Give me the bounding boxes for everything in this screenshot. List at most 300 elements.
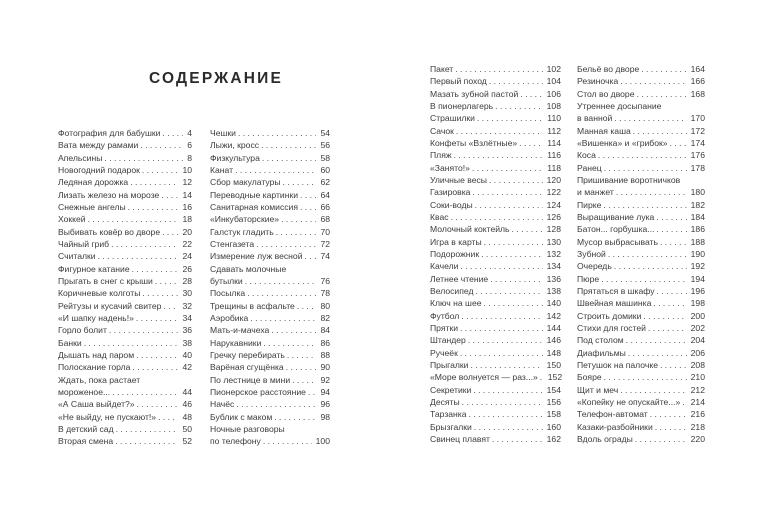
dot-leader	[660, 236, 687, 248]
toc-entry-page-number: 10	[182, 164, 192, 175]
toc-entry-title: Под столом	[577, 335, 624, 346]
toc-entry-page-number: 176	[690, 150, 705, 161]
toc-entry	[577, 137, 705, 149]
dot-leader	[116, 423, 179, 435]
toc-column-3	[430, 63, 561, 445]
toc-entry-page-number: 220	[690, 433, 705, 444]
toc-entry	[210, 176, 330, 188]
toc-entry-title: и манжет	[577, 187, 614, 198]
dot-leader	[142, 164, 179, 176]
toc-entry-title: Строить домики	[577, 310, 642, 321]
toc-entry	[58, 226, 192, 238]
toc-entry	[430, 186, 561, 198]
toc-entry-page-number: 164	[690, 64, 705, 74]
toc-entry	[577, 421, 705, 433]
toc-entry-title: Уличные весы	[430, 174, 487, 185]
toc-entry-title: Свинец плавят	[430, 433, 490, 444]
toc-entry-title: Начёс	[210, 399, 235, 410]
toc-entry-page-number: 100	[315, 436, 330, 447]
toc-entry-page-number: 190	[690, 248, 705, 259]
toc-entry	[210, 250, 330, 262]
toc-entry-page-number: 76	[320, 275, 330, 286]
dot-leader	[641, 63, 686, 75]
toc-entry-title: Санитарная комиссия	[210, 201, 298, 212]
toc-entry-page-number: 160	[546, 421, 561, 432]
toc-entry-title: Измерение луж весной	[210, 251, 303, 262]
toc-entry-title: Вата между рамами	[58, 140, 139, 151]
toc-entry	[58, 127, 192, 139]
toc-entry-page-number: 146	[546, 335, 561, 346]
toc-entry-page-number: 204	[690, 335, 705, 346]
toc-entry	[577, 310, 705, 322]
toc-entry-title: Первый поход	[430, 76, 487, 87]
toc-entry-title: Молочный коктейль	[430, 224, 510, 235]
dot-leader	[620, 75, 686, 87]
toc-entry-title: Тарзанка	[430, 409, 467, 420]
toc-entry	[210, 238, 330, 250]
toc-entry-title: по телефону	[210, 436, 261, 447]
toc-entry-title: Снежные ангелы	[58, 201, 126, 212]
toc-entry-page-number: 98	[320, 411, 330, 422]
toc-entry	[210, 139, 330, 151]
toc-entry-page-number: 88	[320, 349, 330, 360]
toc-column-4	[577, 63, 705, 445]
toc-entry	[577, 88, 705, 100]
toc-entry-title: Стол во дворе	[577, 88, 635, 99]
toc-entry-title: Страшилки	[430, 113, 475, 124]
toc-entry-page-number: 16	[182, 201, 192, 212]
toc-entry-page-number: 106	[546, 88, 561, 99]
toc-entry-page-number: 128	[546, 224, 561, 235]
dot-leader	[475, 199, 543, 211]
toc-entry-title: Лизать железо на морозе	[58, 189, 160, 200]
toc-entry-title: Мусор выбрасывать	[577, 236, 658, 247]
toc-entry-title: Бояре	[577, 372, 602, 383]
dot-leader	[454, 149, 544, 161]
toc-entry	[430, 248, 561, 260]
toc-entry-page-number: 158	[546, 409, 561, 420]
toc-entry-page-number: 206	[690, 347, 705, 358]
toc-column-2	[210, 127, 330, 448]
dot-leader	[490, 273, 542, 285]
toc-entry-title: «Не выйду, не пускают!»	[58, 411, 157, 422]
dot-leader	[84, 337, 179, 349]
toc-entry	[577, 384, 705, 396]
toc-entry-title: Зубной	[577, 248, 606, 259]
toc-entry	[577, 186, 705, 198]
toc-entry-title: «Инкубаторские»	[210, 214, 280, 225]
toc-entry-title: мороженое...	[58, 386, 111, 397]
toc-entry-page-number: 162	[546, 433, 561, 444]
toc-entry-title: Посылка	[210, 288, 246, 299]
toc-entry	[58, 201, 192, 213]
toc-entry-page-number: 92	[320, 374, 330, 385]
toc-entry-title: Секретики	[430, 384, 472, 395]
toc-entry	[577, 371, 705, 383]
toc-entry-page-number: 108	[546, 100, 561, 111]
toc-entry-title: Игра в карты	[430, 236, 482, 247]
dot-leader	[655, 421, 687, 433]
toc-entry-page-number: 44	[182, 386, 192, 397]
toc-entry-page-number: 116	[547, 150, 561, 161]
dot-leader	[161, 189, 178, 201]
toc-entry	[577, 273, 705, 285]
dot-leader	[475, 285, 542, 297]
toc-entry-page-number: 194	[690, 273, 705, 284]
dot-leader	[470, 359, 542, 371]
dot-leader	[650, 408, 687, 420]
dot-leader	[601, 273, 686, 285]
toc-entry	[577, 396, 705, 408]
toc-entry-page-number: 186	[690, 224, 705, 235]
toc-entry	[58, 238, 192, 250]
toc-entry-title: Коричневые колготы	[58, 288, 141, 299]
dot-leader	[460, 347, 543, 359]
dot-leader	[132, 361, 178, 373]
toc-entry	[58, 189, 192, 201]
toc-entry-page-number: 188	[690, 236, 705, 247]
toc-entry	[210, 312, 330, 324]
toc-entry	[210, 127, 330, 139]
toc-entry-title: Казаки-разбойники	[577, 421, 653, 432]
toc-entry-page-number: 22	[182, 238, 192, 249]
dot-leader	[88, 213, 179, 225]
toc-entry-page-number: 200	[690, 310, 705, 321]
dot-leader	[109, 324, 179, 336]
toc-entry-title: Летнее чтение	[430, 273, 489, 284]
toc-entry	[577, 211, 705, 223]
toc-entry-page-number: 202	[690, 322, 705, 333]
dot-leader	[540, 371, 544, 383]
dot-leader	[460, 322, 543, 334]
toc-entry-title: Рейтузы и кусачий свитер	[58, 300, 162, 311]
toc-entry	[577, 149, 705, 161]
toc-entry	[58, 275, 192, 287]
toc-entry-page-number: 18	[182, 214, 192, 225]
toc-entry-page-number: 140	[546, 298, 561, 309]
dot-leader	[104, 152, 183, 164]
toc-entry-title: Сачок	[430, 125, 454, 136]
toc-entry-page-number: 210	[690, 372, 705, 383]
toc-entry-title: Ночные разговоры	[210, 423, 285, 434]
toc-entry	[210, 201, 330, 213]
toc-entry-page-number: 166	[690, 76, 705, 87]
toc-entry-page-number: 28	[182, 275, 192, 286]
toc-entry-page-number: 110	[547, 113, 561, 124]
dot-leader	[653, 297, 686, 309]
dot-leader	[155, 275, 179, 287]
toc-entry-title: Бельё во дворе	[577, 64, 640, 74]
dot-leader	[473, 384, 542, 396]
toc-entry-page-number: 78	[320, 288, 330, 299]
dot-leader	[598, 149, 687, 161]
dot-leader	[283, 176, 317, 188]
toc-entry-page-number: 124	[546, 199, 561, 210]
toc-entry-page-number: 182	[690, 199, 705, 210]
toc-entry	[58, 337, 192, 349]
toc-entry	[577, 260, 705, 272]
toc-entry	[210, 287, 330, 299]
toc-entry	[210, 337, 330, 349]
toc-entry-title: Ледяная дорожка	[58, 177, 129, 188]
toc-entry	[577, 125, 705, 137]
dot-leader	[614, 112, 686, 124]
dot-leader	[142, 287, 178, 299]
toc-column-1	[58, 127, 192, 448]
toc-entry-page-number: 180	[690, 187, 705, 198]
toc-entry-page-number: 104	[546, 76, 561, 87]
toc-entry-title: Считалки	[58, 251, 96, 262]
toc-entry-title: Соки-воды	[430, 199, 473, 210]
toc-entry-title: Стенгазета	[210, 238, 255, 249]
dot-leader	[262, 152, 317, 164]
toc-entry-page-number: 90	[320, 362, 330, 373]
toc-entry-page-number: 96	[320, 399, 330, 410]
toc-entry	[430, 75, 561, 87]
toc-entry-title: Манная каша	[577, 125, 631, 136]
dot-leader	[238, 127, 316, 139]
toc-entry-title: Конфеты «Взлётные»	[430, 137, 518, 148]
toc-entry	[58, 250, 192, 262]
toc-entry-page-number: 12	[182, 177, 192, 188]
toc-entry	[58, 213, 192, 225]
toc-entry	[210, 411, 330, 423]
dot-leader	[682, 396, 686, 408]
toc-entry	[430, 285, 561, 297]
toc-entry	[210, 300, 330, 312]
dot-leader	[137, 398, 179, 410]
toc-entry	[210, 349, 330, 361]
toc-entry-title: Брызгалки	[430, 421, 472, 432]
dot-leader	[489, 174, 543, 186]
toc-entry-page-number: 66	[320, 201, 330, 212]
dot-leader	[660, 359, 687, 371]
toc-entry	[58, 152, 192, 164]
dot-leader	[292, 374, 316, 386]
dot-leader	[468, 334, 543, 346]
toc-entry-page-number: 122	[546, 187, 561, 198]
dot-leader	[462, 396, 543, 408]
dot-leader	[136, 349, 178, 361]
toc-entry-page-number: 136	[546, 273, 561, 284]
toc-entry-title: Ручеёк	[430, 347, 458, 358]
toc-entry	[58, 312, 192, 324]
toc-entry	[58, 386, 192, 398]
dot-leader	[308, 386, 317, 398]
dot-leader	[287, 349, 317, 361]
dot-leader	[261, 139, 316, 151]
toc-entry-page-number: 42	[182, 362, 192, 373]
toc-entry-title: «Копейку не опускайте...»	[577, 396, 681, 407]
toc-entry-title: Выращивание лука	[577, 211, 655, 222]
toc-entry-page-number: 6	[187, 140, 192, 151]
toc-entry	[210, 398, 330, 410]
dot-leader	[136, 312, 179, 324]
dot-leader	[305, 250, 317, 262]
toc-entry-page-number: 60	[320, 164, 330, 175]
toc-entry-title: Канат	[210, 164, 234, 175]
toc-entry-title: Подорожник	[430, 248, 480, 259]
toc-entry	[430, 359, 561, 371]
toc-entry-page-number: 20	[182, 226, 192, 237]
toc-entry-title: бутылки	[210, 275, 243, 286]
toc-entry	[58, 164, 192, 176]
toc-entry-page-number: 208	[690, 359, 705, 370]
toc-entry-page-number: 148	[546, 347, 561, 358]
toc-entry-page-number: 152	[547, 372, 563, 383]
toc-entry	[58, 398, 192, 410]
toc-entry-title: «Занято!»	[430, 162, 470, 173]
dot-leader	[492, 433, 543, 445]
dot-leader	[656, 223, 686, 235]
toc-entry-page-number: 24	[182, 251, 192, 262]
dot-leader	[620, 384, 686, 396]
toc-entry	[430, 310, 561, 322]
dot-leader	[469, 408, 543, 420]
dot-leader	[604, 162, 687, 174]
toc-entry-title: Прятки	[430, 322, 459, 333]
dot-leader	[519, 137, 543, 149]
dot-leader	[281, 213, 316, 225]
toc-entry-page-number: 178	[690, 162, 705, 173]
toc-entry	[577, 297, 705, 309]
dot-leader	[637, 88, 687, 100]
toc-entry-page-number: 216	[690, 409, 705, 420]
dot-leader	[256, 238, 316, 250]
dot-leader	[245, 275, 317, 287]
toc-entry-title: Коса	[577, 150, 596, 161]
toc-entry	[210, 374, 330, 386]
dot-leader	[489, 75, 543, 87]
toc-entry-page-number: 142	[546, 310, 561, 321]
toc-entry-page-number: 82	[320, 312, 330, 323]
toc-entry-title: Варёная сгущёнка	[210, 362, 284, 373]
toc-entry	[430, 211, 561, 223]
toc-entry	[58, 263, 192, 275]
toc-entry-title: Газировка	[430, 187, 471, 198]
toc-entry-title: Выбивать ковёр во дворе	[58, 226, 161, 237]
toc-entry-title: в ванной	[577, 113, 613, 124]
dot-leader	[300, 201, 316, 213]
dot-leader	[474, 421, 543, 433]
toc-entry	[430, 433, 561, 445]
toc-entry-title: Батон... горбушка...	[577, 224, 655, 235]
toc-entry	[430, 137, 561, 149]
dot-leader	[276, 226, 317, 238]
toc-entry-title: Очередь	[577, 261, 612, 272]
toc-entry	[430, 347, 561, 359]
toc-entry-page-number: 70	[320, 226, 330, 237]
toc-entry	[577, 433, 705, 445]
toc-entry	[577, 408, 705, 420]
toc-entry	[210, 189, 330, 201]
dot-leader	[112, 386, 178, 398]
toc-entry-title: Мазать зубной пастой	[430, 88, 519, 99]
toc-entry-wrap-start	[210, 263, 330, 275]
dot-leader	[657, 285, 687, 297]
toc-entry	[577, 322, 705, 334]
toc-entry	[430, 396, 561, 408]
toc-entry	[577, 75, 705, 87]
dot-leader	[635, 433, 687, 445]
toc-entry	[430, 174, 561, 186]
dot-leader	[456, 125, 543, 137]
toc-entry	[577, 112, 705, 124]
toc-entry	[430, 371, 561, 383]
dot-leader	[158, 411, 178, 423]
toc-entry-page-number: 58	[320, 152, 330, 163]
toc-entry-title: Пляж	[430, 150, 452, 161]
toc-entry	[210, 213, 330, 225]
toc-entry-page-number: 46	[182, 399, 192, 410]
toc-entry-title: Дышать над паром	[58, 349, 135, 360]
dot-leader	[271, 324, 316, 336]
toc-entry	[430, 236, 561, 248]
toc-entry-wrap-start	[577, 100, 705, 112]
toc-entry	[430, 149, 561, 161]
dot-leader	[286, 361, 317, 373]
dot-leader	[477, 112, 543, 124]
dot-leader	[263, 337, 316, 349]
toc-entry-page-number: 126	[546, 211, 561, 222]
toc-entry-title: Резиночка	[577, 76, 619, 87]
toc-entry-page-number: 40	[182, 349, 192, 360]
toc-entry-title: Фигурное катание	[58, 263, 130, 274]
toc-entry-page-number: 54	[320, 128, 330, 138]
toc-entry-title: Фотография для бабушки	[58, 128, 161, 138]
dot-leader	[633, 125, 687, 137]
dot-leader	[481, 248, 543, 260]
toc-entry-page-number: 26	[182, 263, 192, 274]
toc-entry-title: Трещины в асфальте	[210, 300, 295, 311]
dot-leader	[484, 236, 543, 248]
toc-entry-title: Ждать, пока растает	[58, 374, 141, 385]
toc-entry-title: Сбор макулатуры	[210, 177, 281, 188]
toc-entry	[577, 334, 705, 346]
toc-entry	[430, 88, 561, 100]
dot-leader	[263, 435, 312, 447]
toc-entry-title: «Море волнуется — раз...»	[430, 372, 538, 383]
dot-leader	[512, 223, 543, 235]
toc-entry	[577, 359, 705, 371]
toc-entry-title: В пионерлагерь	[430, 100, 494, 111]
toc-entry-page-number: 172	[690, 125, 705, 136]
toc-entry-page-number: 56	[320, 140, 330, 151]
toc-entry-title: Десяты	[430, 396, 460, 407]
toc-entry-page-number: 52	[182, 436, 192, 447]
toc-entry-page-number: 170	[690, 113, 705, 124]
toc-entry-page-number: 72	[320, 238, 330, 249]
toc-entry-title: Прятаться в шкафу	[577, 285, 655, 296]
toc-entry-title: Пюре	[577, 273, 600, 284]
toc-entry-title: Стихи для гостей	[577, 322, 646, 333]
dot-leader	[128, 201, 179, 213]
dot-leader	[235, 164, 316, 176]
toc-entry	[577, 347, 705, 359]
dot-leader	[297, 300, 317, 312]
dot-leader	[132, 263, 179, 275]
toc-entry-page-number: 8	[187, 152, 192, 163]
toc-entry-page-number: 30	[182, 288, 192, 299]
toc-entry-wrap-start	[58, 374, 192, 386]
toc-entry	[577, 162, 705, 174]
dot-leader	[472, 162, 543, 174]
toc-entry	[210, 152, 330, 164]
dot-leader	[274, 411, 316, 423]
toc-entry-title: Горло болит	[58, 325, 107, 336]
dot-leader	[614, 260, 687, 272]
toc-entry	[577, 236, 705, 248]
